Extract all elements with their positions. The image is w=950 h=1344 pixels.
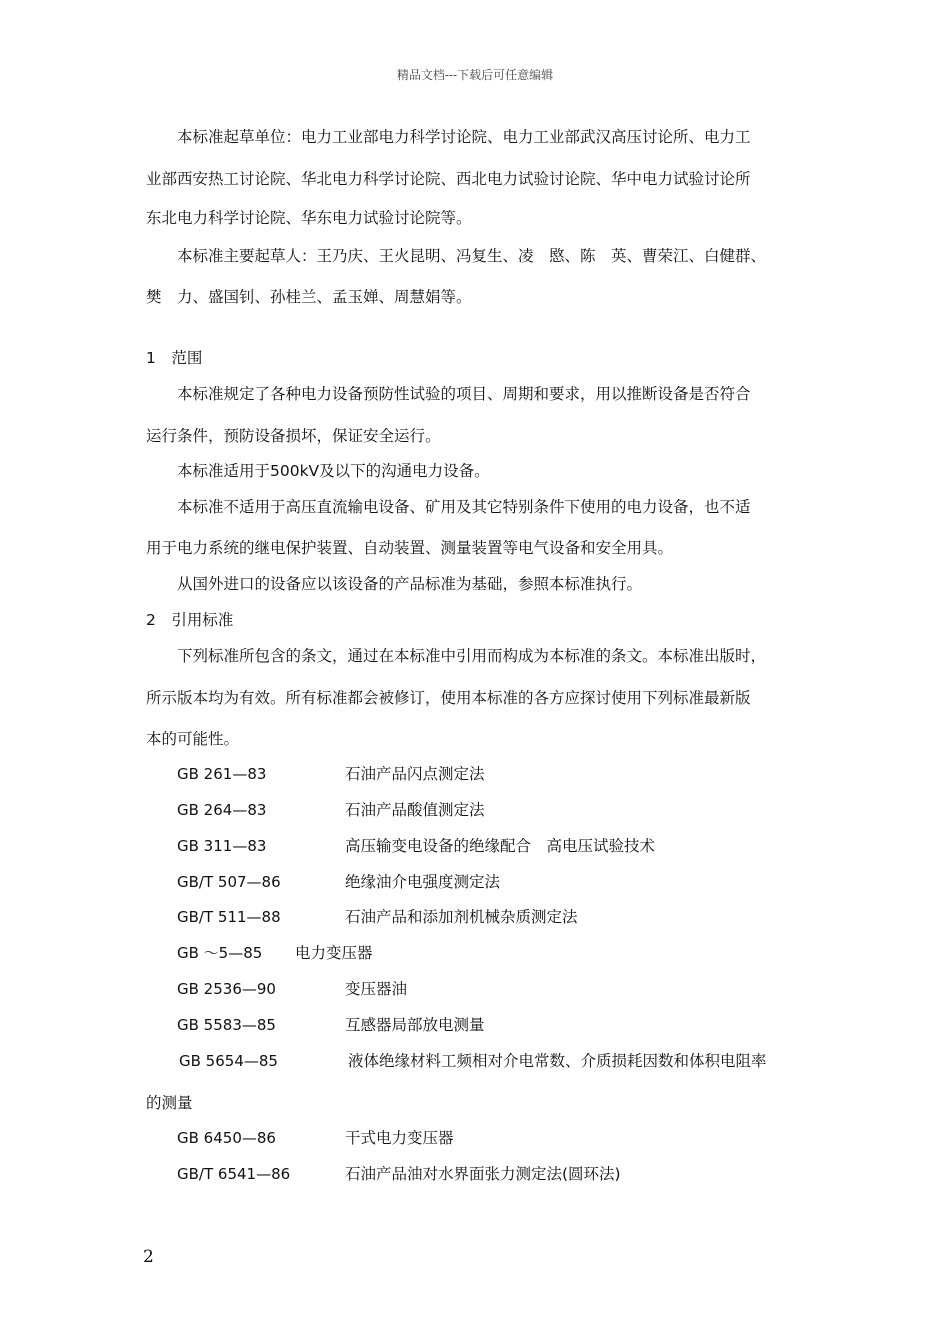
reference-title: 互感器局部放电测量 bbox=[345, 1016, 485, 1034]
reference-code: GB ～5—85 bbox=[177, 944, 263, 962]
paragraph: 下列标准所包含的条文，通过在本标准中引用而构成为本标准的条文。本标准出版时， bbox=[177, 647, 767, 665]
reference-code: GB 311—83 bbox=[177, 837, 267, 855]
drafting-people: 本标准主要起草人：王乃庆、王火昆明、冯复生、凌 愍、陈 英、曹荣江、白健群、 bbox=[177, 247, 767, 265]
reference-code: GB 261—83 bbox=[177, 765, 267, 783]
reference-code: GB/T 6541—86 bbox=[177, 1165, 291, 1183]
reference-code: GB 5654—85 bbox=[179, 1052, 278, 1070]
reference-code: GB 2536—90 bbox=[177, 980, 276, 998]
reference-title: 石油产品油对水界面张力测定法(圆环法) bbox=[345, 1165, 621, 1183]
reference-code: GB 264—83 bbox=[177, 801, 267, 819]
reference-title: 高压输变电设备的绝缘配合 高电压试验技术 bbox=[345, 837, 656, 855]
page-header: 精品文档---下载后可任意编辑 bbox=[396, 68, 554, 82]
reference-title-continuation: 的测量 bbox=[146, 1094, 193, 1112]
section-heading-references: 2 引用标准 bbox=[146, 611, 234, 629]
reference-code: GB 5583—85 bbox=[177, 1016, 276, 1034]
paragraph: 从国外进口的设备应以该设备的产品标准为基础，参照本标准执行。 bbox=[177, 575, 643, 593]
reference-code: GB/T 507—86 bbox=[177, 873, 281, 891]
reference-code: GB 6450—86 bbox=[177, 1129, 276, 1147]
reference-code: GB/T 511—88 bbox=[177, 908, 281, 926]
reference-title: 石油产品闪点测定法 bbox=[345, 765, 485, 783]
paragraph: 所示版本均为有效。所有标准都会被修订，使用本标准的各方应探讨使用下列标准最新版 bbox=[146, 689, 751, 707]
drafting-units: 东北电力科学讨论院、华东电力试验讨论院等。 bbox=[146, 209, 472, 227]
reference-title: 石油产品酸值测定法 bbox=[345, 801, 485, 819]
paragraph: 本的可能性。 bbox=[146, 730, 240, 748]
paragraph: 本标准不适用于高压直流输电设备、矿用及其它特别条件下使用的电力设备，也不适 bbox=[177, 498, 751, 516]
drafting-people: 樊 力、盛国钊、孙桂兰、孟玉婵、周慧娟等。 bbox=[146, 288, 472, 306]
section-heading-scope: 1 范围 bbox=[146, 349, 203, 367]
drafting-units: 业部西安热工讨论院、华北电力科学讨论院、西北电力试验讨论院、华中电力试验讨论所 bbox=[146, 170, 751, 188]
reference-title: 液体绝缘材料工频相对介电常数、介质损耗因数和体积电阻率 bbox=[348, 1052, 767, 1070]
drafting-units: 本标准起草单位：电力工业部电力科学讨论院、电力工业部武汉高压讨论所、电力工 bbox=[177, 128, 751, 146]
paragraph: 用于电力系统的继电保护装置、自动装置、测量装置等电气设备和安全用具。 bbox=[146, 539, 674, 557]
reference-title: 干式电力变压器 bbox=[345, 1129, 454, 1147]
reference-title: 石油产品和添加剂机械杂质测定法 bbox=[345, 908, 578, 926]
reference-title: 变压器油 bbox=[345, 980, 408, 998]
page-number: 2 bbox=[143, 1247, 154, 1267]
reference-title: 绝缘油介电强度测定法 bbox=[345, 873, 501, 891]
paragraph: 运行条件，预防设备损坏，保证安全运行。 bbox=[146, 427, 441, 445]
reference-title: 电力变压器 bbox=[295, 944, 373, 962]
paragraph: 本标准适用于500kV及以下的沟通电力设备。 bbox=[177, 462, 490, 480]
paragraph: 本标准规定了各种电力设备预防性试验的项目、周期和要求，用以推断设备是否符合 bbox=[177, 385, 751, 403]
